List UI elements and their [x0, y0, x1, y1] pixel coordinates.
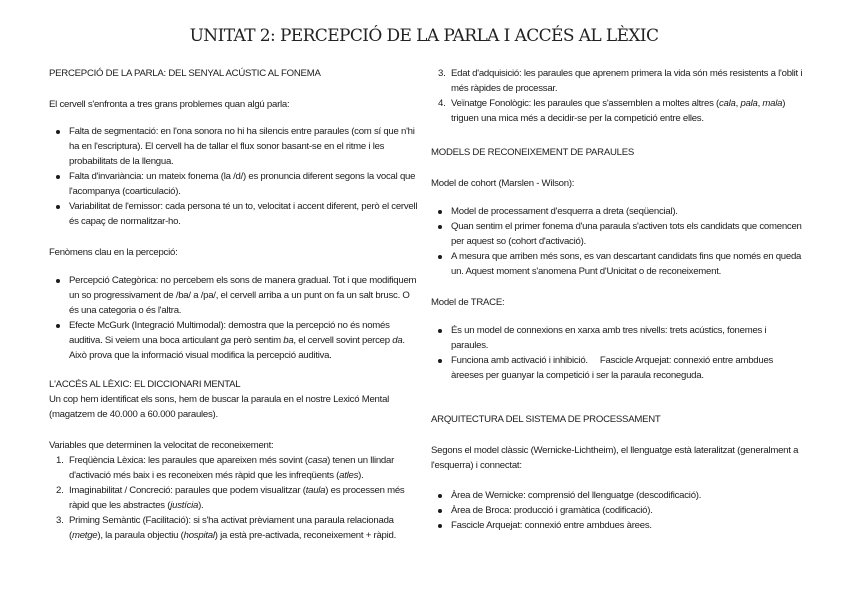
cohort-model-title: Model de cohort (Marslen - Wilson): — [431, 178, 575, 189]
list-item-text: ). — [358, 470, 364, 481]
variables-list — [49, 453, 421, 543]
list-item — [49, 124, 421, 169]
list-item — [431, 66, 803, 96]
list-item-text: ), la paraula objectiu ( — [97, 530, 184, 541]
list-item — [49, 453, 421, 483]
list-number: 2. — [56, 485, 64, 496]
section-heading-perception: PERCEPCIÓ DE LA PARLA: DEL SENYAL ACÚSTIC AL FONEMA — [49, 68, 321, 79]
list-item-text: Fascicle Arquejat: connexió entre ambdues àrees. — [451, 520, 652, 531]
list-item-text: ) triguen una mica més a decidir-se per la competició entre elles. — [451, 98, 786, 124]
list-item-text: Model de processament d'esquerra a dreta (seqüencial). — [451, 206, 678, 217]
trace-model-title: Model de TRACE: — [431, 297, 505, 308]
left-column — [49, 66, 421, 543]
list-item-text: ) ja està pre-activada, reconeixement + ràpid. — [214, 530, 396, 541]
phenomena-heading: Fenòmens clau en la percepció: — [49, 247, 178, 258]
list-item-text: A mesura que arriben més sons, es van descartant candidats fins que només en queda un. Aquest moment s'anomena Punt d'Unicitat o de reconeixement. — [451, 251, 802, 277]
list-item — [431, 488, 803, 503]
right-column — [431, 66, 803, 533]
list-item-text: ). — [198, 500, 204, 511]
list-item-text: ) tenen un llindar d'activació més baix i es reconeixen més ràpid que les infreqüents ( — [69, 455, 395, 481]
list-item — [49, 169, 421, 199]
list-item-text: Priming Semàntic (Facilitació): si s'ha activat prèviament una paraula relacionada ( — [69, 515, 394, 541]
phenomena-list — [49, 273, 421, 363]
italic-term: cala — [718, 98, 736, 109]
list-item-text: Efecte McGurk (Integració Multimodal): demostra que la percepció no és només auditiva. Si veiem una boca articulant — [69, 320, 390, 346]
list-item — [49, 513, 421, 543]
list-item — [431, 96, 803, 126]
list-item — [49, 273, 421, 318]
italic-term: ga — [220, 335, 232, 346]
list-item-text: , — [735, 98, 741, 109]
list-item-text: però sentim — [231, 335, 284, 346]
list-number: 3. — [56, 515, 64, 526]
list-item — [431, 353, 803, 383]
list-item-text: Freqüència Lèxica: les paraules que apareixen més sovint ( — [69, 455, 308, 466]
list-item — [49, 318, 421, 363]
list-item — [49, 483, 421, 513]
list-item-text: ) es processen més ràpid que les abstractes ( — [69, 485, 405, 511]
perception-intro: El cervell s'enfronta a tres grans problemes quan algú parla: — [49, 99, 290, 110]
list-item-text: Àrea de Wernicke: comprensió del llenguatge (descodificació). — [451, 490, 702, 501]
list-item-text: Variabilitat de l'emissor: cada persona té un to, velocitat i accent diferent, però el cervell és capaç de normalitzar-ho. — [69, 201, 418, 227]
list-item-text: Veïnatge Fonològic: les paraules que s'assemblen a moltes altres ( — [451, 98, 719, 109]
list-item-text: Funciona amb activació i inhibició. Fascicle Arquejat: connexió entre ambdues àreeses per guanyar la competició i ser la paraula reconeguda. — [451, 355, 776, 381]
lexicon-paragraph: Un cop hem identificat els sons, hem de buscar la paraula en el nostre Lexicó Mental (magatzem de 40.000 a 60.000 paraules). — [49, 394, 390, 420]
trace-list — [431, 323, 803, 383]
section-heading-architecture: ARQUITECTURA DEL SISTEMA DE PROCESSAMENT — [431, 414, 661, 425]
list-item-text: , el cervell sovint percep — [293, 335, 393, 346]
list-number: 3. — [438, 68, 446, 79]
italic-term: ba — [283, 335, 294, 346]
list-item-text: Àrea de Broca: producció i gramàtica (codificació). — [451, 505, 653, 516]
problems-list — [49, 124, 421, 229]
list-item — [431, 503, 803, 518]
list-number: 4. — [438, 98, 446, 109]
list-item — [49, 199, 421, 229]
list-item — [431, 249, 803, 279]
variables-list-continued — [431, 66, 803, 126]
italic-term: mala — [762, 98, 783, 109]
cohort-list — [431, 204, 803, 279]
list-item-text: Quan sentim el primer fonema d'una paraula s'activen tots els candidats que comencen per aquest so (cohort d'activació). — [451, 221, 802, 247]
list-item-text: Falta d'invariància: un mateix fonema (la /d/) es pronuncia diferent segons la vocal que l'acompanya (coarticulació). — [69, 171, 416, 197]
list-item — [431, 323, 803, 353]
page-title: UNITAT 2: PERCEPCIÓ DE LA PARLA I ACCÉS AL LÈXIC — [189, 26, 659, 46]
list-item-text: , — [757, 98, 763, 109]
list-item-text: Falta de segmentació: en l'ona sonora no hi ha silencis entre paraules (com sí que n'hi ha en l'escriptura). El cervell ha de tallar el flux sonor basant-se en el ritme i les probabilitats de la llengua. — [69, 126, 415, 167]
italic-term: da — [392, 335, 403, 346]
list-item — [431, 219, 803, 249]
list-item-text: Percepció Categòrica: no percebem els sons de manera gradual. Tot i que modifiquem un so progressivament de /ba/ a /pa/, el cervell arriba a un punt on fa un salt brusc. O és una categoria o és l'altra. — [69, 275, 417, 316]
italic-term: justícia — [170, 500, 199, 511]
list-item — [431, 518, 803, 533]
list-item-text: Edat d'adquisició: les paraules que aprenem primera la vida són més resistents a l'oblit i més ràpides de processar. — [451, 68, 803, 94]
italic-term: taula — [305, 485, 326, 496]
section-heading-lexicon: L'ACCÉS AL LÈXIC: EL DICCIONARI MENTAL — [49, 379, 241, 390]
list-item — [431, 204, 803, 219]
italic-term: atles — [339, 470, 359, 481]
list-item-text: És un model de connexions en xarxa amb tres nivells: trets acústics, fonemes i paraules. — [451, 325, 767, 351]
italic-term: casa — [307, 455, 328, 466]
architecture-intro: Segons el model clàssic (Wernicke-Lichtheim), el llenguatge està lateralitzat (generalment a l'esquerra) i connectat: — [431, 445, 799, 471]
brain-areas-list — [431, 488, 803, 533]
list-item-text: . Això prova que la informació visual modifica la percepció auditiva. — [69, 335, 405, 361]
variables-heading: Variables que determinen la velocitat de reconeixement: — [49, 440, 274, 451]
list-item-text: Imaginabilitat / Concreció: paraules que podem visualitzar ( — [69, 485, 306, 496]
italic-term: pala — [740, 98, 758, 109]
section-heading-models: MODELS DE RECONEIXEMENT DE PARAULES — [431, 147, 635, 158]
list-number: 1. — [56, 455, 64, 466]
italic-term: hospital — [183, 530, 215, 541]
italic-term: metge — [71, 530, 98, 541]
